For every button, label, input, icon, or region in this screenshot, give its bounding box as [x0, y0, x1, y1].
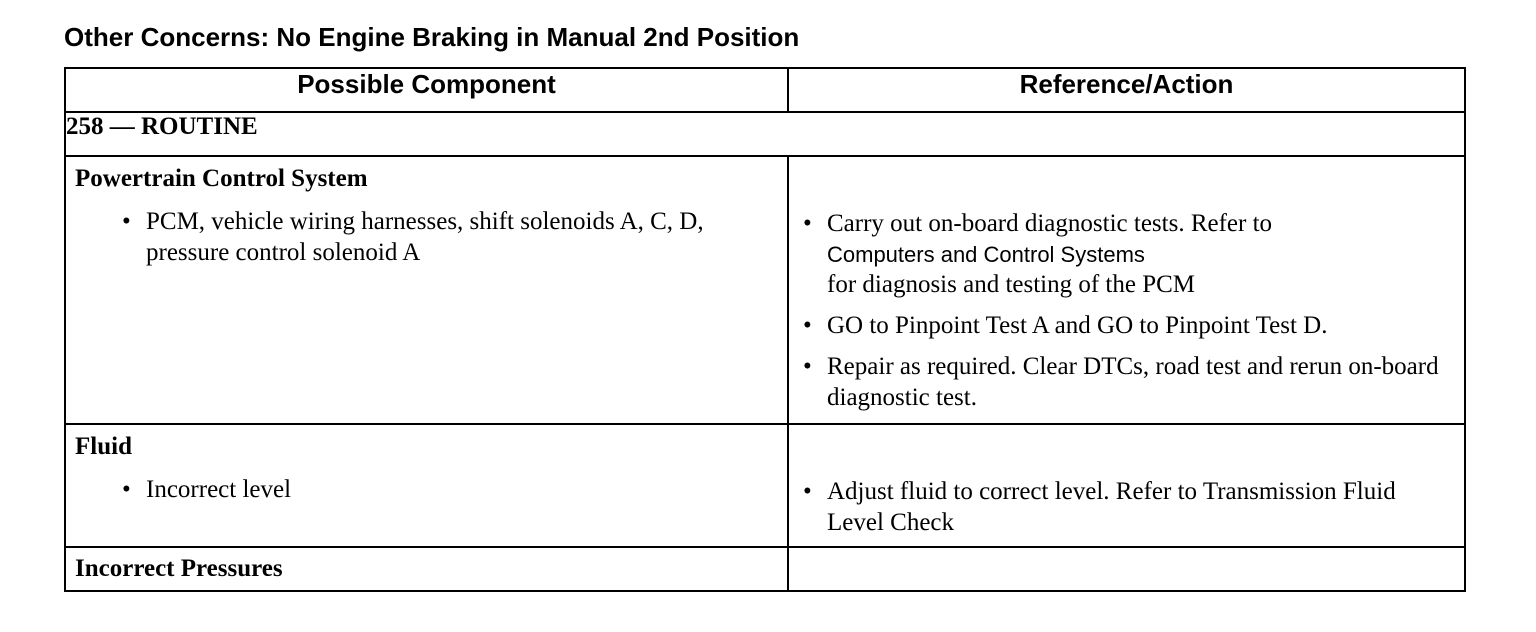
bullet-icon: •	[803, 210, 812, 237]
action-item	[803, 310, 1450, 341]
action-text: GO to Pinpoint Test A and GO to Pinpoint Test D.	[827, 312, 1328, 339]
header-row	[65, 68, 1465, 112]
page-title: Other Concerns: No Engine Braking in Manual 2nd Position	[64, 22, 800, 52]
action-text: Adjust fluid to correct level. Refer to Transmission Fluid Level Check	[827, 478, 1396, 536]
action-text: Carry out on-board diagnostic tests. Refer to	[827, 210, 1273, 237]
action-cell	[788, 547, 1465, 591]
component-heading: Powertrain Control System	[75, 165, 368, 192]
component-heading: Fluid	[75, 433, 132, 460]
component-cell	[65, 156, 788, 424]
component-bullet	[122, 474, 767, 505]
bullet-icon: •	[122, 208, 131, 235]
concerns-table	[64, 67, 1466, 592]
action-cell	[788, 156, 1465, 424]
table-row	[65, 424, 1465, 547]
action-item	[803, 208, 1450, 300]
reference-link-computers-control-systems[interactable]: Computers and Control Systems	[827, 242, 1145, 267]
table-row	[65, 156, 1465, 424]
column-header-possible-component: Possible Component	[65, 68, 788, 112]
component-cell	[65, 424, 788, 547]
routine-row	[65, 112, 1465, 156]
bullet-icon: •	[122, 476, 131, 503]
action-item	[803, 351, 1450, 413]
component-bullet	[122, 206, 767, 268]
action-text-continued: for diagnosis and testing of the PCM	[827, 271, 1196, 298]
bullet-icon: •	[803, 312, 812, 339]
routine-label: 258 — ROUTINE	[65, 112, 1465, 156]
column-header-reference-action: Reference/Action	[788, 68, 1465, 112]
bullet-icon: •	[803, 353, 812, 380]
component-bullet-text: Incorrect level	[146, 476, 292, 503]
action-cell	[788, 424, 1465, 547]
component-cell	[65, 547, 788, 591]
table-row	[65, 547, 1465, 591]
component-bullet-text: PCM, vehicle wiring harnesses, shift solenoids A, C, D, pressure control solenoid A	[146, 208, 704, 266]
component-heading: Incorrect Pressures	[75, 555, 283, 582]
bullet-icon: •	[803, 478, 812, 505]
action-text: Repair as required. Clear DTCs, road test and rerun on-board diagnostic test.	[827, 353, 1439, 411]
action-item	[803, 476, 1450, 538]
